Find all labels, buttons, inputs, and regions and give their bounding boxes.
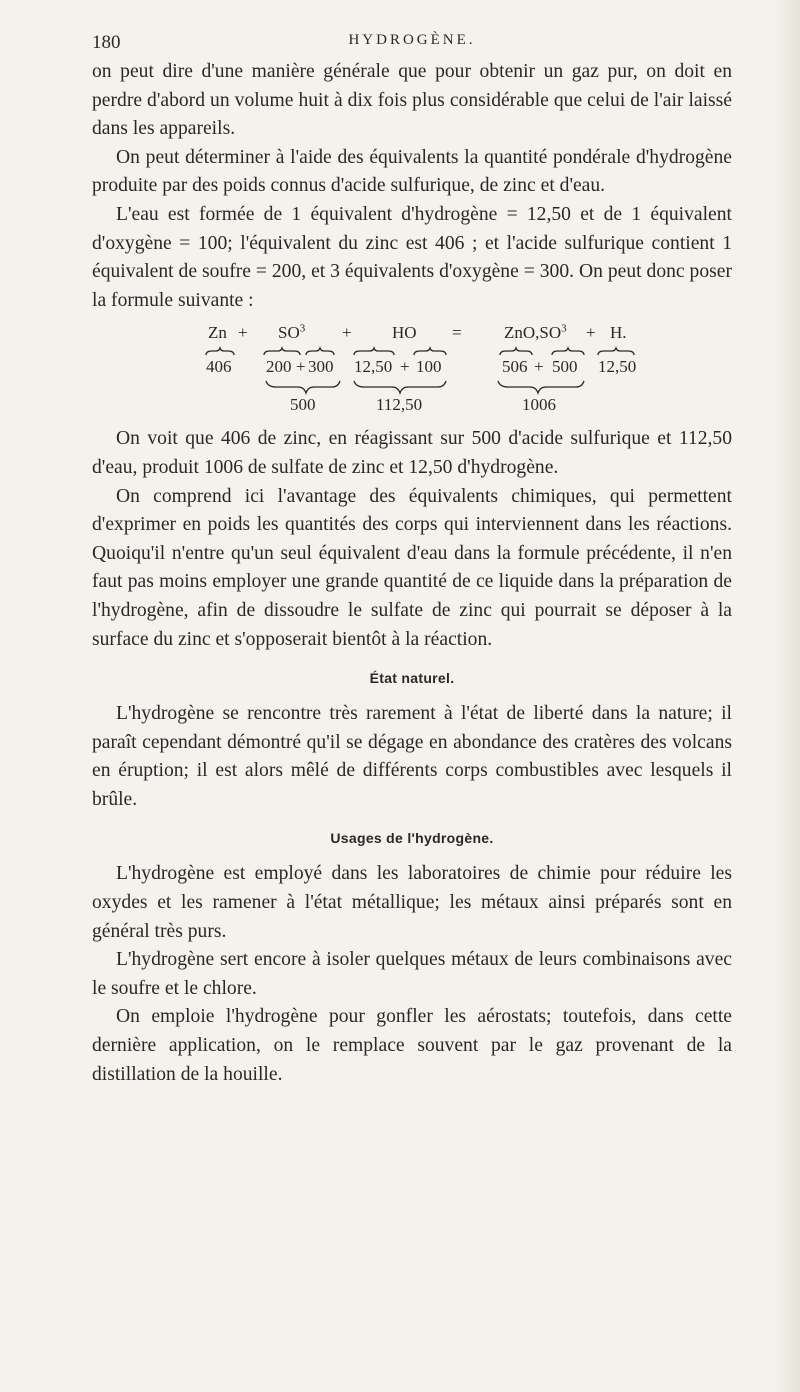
page-header [92, 30, 732, 58]
value-100: 100 [416, 357, 442, 377]
formula-h: H. [610, 323, 627, 343]
book-page [92, 30, 732, 1089]
heading-usages: Usages de l'hydrogène. [330, 830, 494, 847]
value-1250: 12,50 [354, 357, 393, 377]
value-200: 200 [266, 357, 292, 377]
paragraph-reaction-result: On voit que 406 de zinc, en réagissant sur 500 d'acide sulfurique et 112,50 d'eau, produit 1006 de sulfate de zinc et 12,50 d'hydrogène. [92, 428, 732, 478]
value-406: 406 [206, 357, 232, 377]
paragraph-usage-laboratoires: L'hydrogène est employé dans les laboratoires de chimie pour réduire les oxydes et les ramener à l'état métallique; les métaux ainsi préparés sont en général très purs. [92, 863, 732, 942]
chemical-formula [92, 321, 732, 419]
value-plus-a: + [296, 357, 306, 377]
paragraph-usage-isoler-metaux: L'hydrogène sert encore à isoler quelques métaux de leurs combinaisons avec le soufre et le chlore. [92, 949, 732, 999]
brace-so3 [264, 348, 300, 355]
brace-zn [206, 348, 234, 355]
brace-so3-oxygen [306, 348, 334, 355]
formula-ho: HO [392, 323, 417, 343]
brace-ho-h [354, 348, 394, 355]
paragraph-water-composition: L'eau est formée de 1 équivalent d'hydrogène = 12,50 et de 1 équivalent d'oxygène = 100; l'équivalent du zinc est 406 ; et l'acide sulfurique contient 1 équivalent de soufre = 200, et 3 équivalents d'oxygène = 300. On peut donc poser la formule suivante : [92, 203, 732, 311]
brace-sum-1006 [498, 381, 584, 393]
heading-etat-naturel: État naturel. [369, 670, 455, 687]
formula-so3: $SO^3$ [278, 322, 306, 343]
brace-so3-right [552, 348, 584, 355]
total-11250: 112,50 [376, 395, 423, 415]
value-plus-b: + [400, 357, 410, 377]
page-number: 180 [92, 32, 121, 53]
total-1006: 1006 [522, 395, 556, 415]
running-title: HYDROGÈNE. [348, 32, 476, 48]
paragraph-equivalents-intro: On peut déterminer à l'aide des équivalents la quantité pondérale d'hydrogène produite par des poids connus d'acide sulfurique, de zinc et d'eau. [92, 146, 732, 197]
brace-h [598, 348, 634, 355]
value-506: 506 [502, 357, 528, 377]
formula-equals: = [452, 323, 462, 343]
value-1250-h: 12,50 [598, 357, 637, 377]
brace-sum-11250 [354, 381, 446, 393]
paragraph-etat-naturel: L'hydrogène se rencontre très rarement à l'état de liberté dans la nature; il paraît cependant démontré qu'il se dégage en abondance des cratères des volcans en éruption; il est alors mêlé de différents corps combustibles avec lesquels il brûle. [92, 703, 732, 810]
formula-plus-3: + [586, 323, 596, 343]
formula-plus-2: + [342, 323, 352, 343]
total-500: 500 [290, 395, 316, 415]
value-500: 500 [552, 357, 578, 377]
page-edge-shadow [774, 0, 800, 1392]
value-300: 300 [308, 357, 334, 377]
formula-zn: Zn [208, 323, 227, 343]
formula-plus-1: + [238, 323, 248, 343]
formula-znoso3: $ZnO,SO^3$ [504, 322, 567, 343]
brace-zno [500, 348, 532, 355]
brace-sum-500 [266, 381, 340, 393]
paragraph-equivalents-advantage: On comprend ici l'avantage des équivalents chimiques, qui permettent d'exprimer en poids les quantités des corps qui interviennent dans les réactions. Quoiqu'il n'entre qu'un seul équivalent d'eau dans la formule précédente, il n'en faut pas moins employer une grande quantité de ce liquide dans la préparation de l'hydrogène, afin de dissoudre le sulfate de zinc qui pourrait se déposer à la surface du zinc et s'opposerait bientôt à la réaction. [92, 485, 732, 650]
paragraph-usage-aerostats: On emploie l'hydrogène pour gonfler les aérostats; toutefois, dans cette dernière application, on le remplace souvent par le gaz provenant de la distillation de la houille. [92, 1006, 732, 1085]
brace-ho-o [414, 348, 446, 355]
paragraph-gas-purity: on peut dire d'une manière générale que pour obtenir un gaz pur, on doit en perdre d'abord un volume huit à dix fois plus considérable que celui de l'air laissé dans les appareils. [92, 61, 732, 140]
value-plus-c: + [534, 357, 544, 377]
